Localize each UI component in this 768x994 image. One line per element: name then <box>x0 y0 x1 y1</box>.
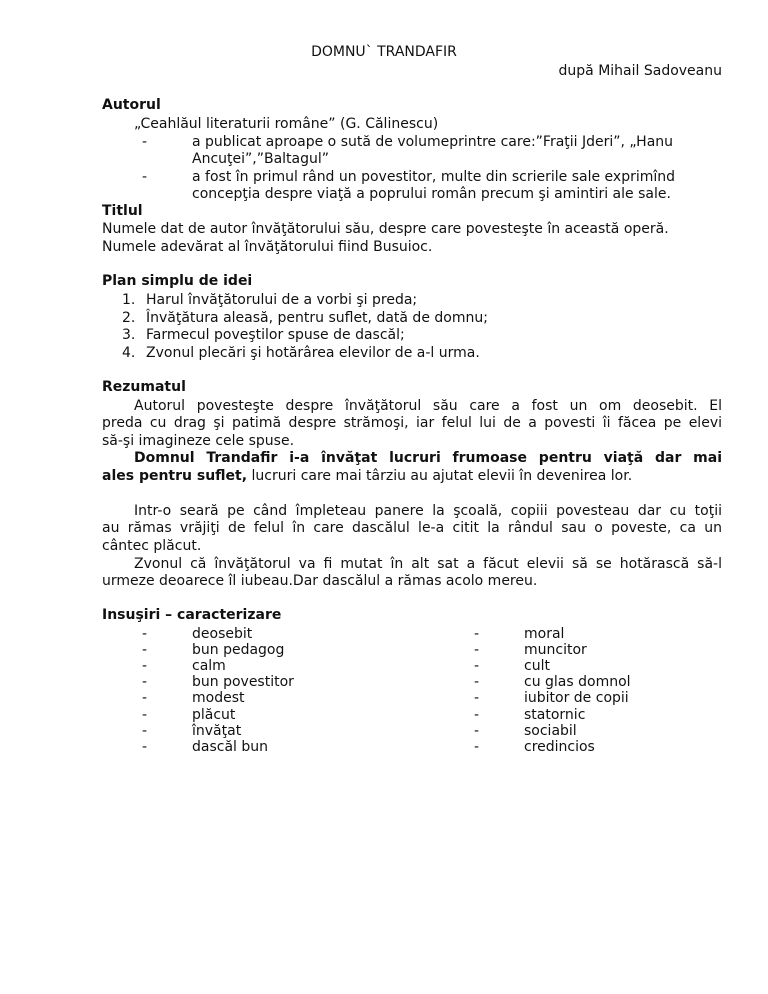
section-heading-autorul: Autorul <box>102 97 161 113</box>
bullet-dash: - <box>142 169 148 185</box>
document-subtitle: după Mihail Sadoveanu <box>558 63 722 79</box>
bullet-text-line: a publicat aproape o sută de volumeprintre care:”Fraţii Jderi”, „Hanu <box>192 134 674 150</box>
trait-text: iubitor de copii <box>524 690 629 706</box>
rezumat-line: preda cu drag şi patimă despre strămoşi, iar felul lui de a povesti îi făcea pe elevi <box>102 415 722 431</box>
trait-text: sociabil <box>524 723 577 739</box>
trait-dash: - <box>142 707 148 723</box>
trait-dash: - <box>142 658 148 674</box>
rezumat-line: Autorul povesteşte despre învăţătorul său care a fost un om deosebit. El <box>134 398 722 414</box>
trait-text: moral <box>524 626 565 642</box>
trait-dash: - <box>474 739 480 755</box>
trait-text: învăţat <box>192 723 242 739</box>
rezumat-bold-text: ales pentru suflet, <box>102 468 248 484</box>
plan-item-number: 3. <box>122 327 136 343</box>
trait-dash: - <box>142 723 148 739</box>
trait-text: dascăl bun <box>192 739 269 755</box>
titlul-line: Numele dat de autor învăţătorului său, despre care povesteşte în această operă. <box>102 221 669 237</box>
trait-dash: - <box>142 690 148 706</box>
rezumat-line: urmeze deoarece îl iubeau.Dar dascălul a rămas acolo mereu. <box>102 573 538 589</box>
trait-dash: - <box>142 739 148 755</box>
bullet-text-line: concepţia despre viaţă a poprului român precum şi amintiri ale sale. <box>192 186 671 202</box>
rezumat-line: au rămas vrăjiţi de felul în care dascălul le-a citit la rândul sau o poveste, ca un <box>102 520 722 536</box>
section-heading-plan: Plan simplu de idei <box>102 273 253 289</box>
plan-item-text: Învăţătura aleasă, pentru suflet, dată de domnu; <box>146 310 488 326</box>
plan-item-number: 2. <box>122 310 136 326</box>
trait-text: bun pedagog <box>192 642 285 658</box>
trait-text: deosebit <box>192 626 253 642</box>
bullet-text-line: a fost în primul rând un povestitor, multe din scrierile sale exprimînd <box>192 169 676 185</box>
trait-text: plăcut <box>192 707 236 723</box>
trait-text: cu glas domnol <box>524 674 631 690</box>
trait-dash: - <box>474 674 480 690</box>
rezumat-line: cântec plăcut. <box>102 538 202 554</box>
trait-dash: - <box>142 674 148 690</box>
trait-dash: - <box>474 723 480 739</box>
trait-dash: - <box>142 626 148 642</box>
trait-dash: - <box>142 642 148 658</box>
trait-text: modest <box>192 690 245 706</box>
plan-item-text: Farmecul poveştilor spuse de dascăl; <box>146 327 405 343</box>
titlul-line: Numele adevărat al învăţătorului fiind Busuioc. <box>102 239 433 255</box>
rezumat-text: lucruri care mai târziu au ajutat elevii în devenirea lor. <box>247 468 633 484</box>
plan-item-number: 4. <box>122 345 136 361</box>
trait-dash: - <box>474 642 480 658</box>
trait-dash: - <box>474 626 480 642</box>
trait-dash: - <box>474 690 480 706</box>
rezumat-line-mixed <box>102 467 632 485</box>
trait-text: statornic <box>524 707 586 723</box>
section-heading-titlul: Titlul <box>102 203 143 219</box>
trait-dash: - <box>474 707 480 723</box>
trait-text: bun povestitor <box>192 674 294 690</box>
rezumat-line: Intr-o seară pe când împleteau panere la şcoală, copiii povesteau dar cu toţii <box>134 503 722 519</box>
rezumat-line: Zvonul că învăţătorul va fi mutat în alt sat a făcut elevii să se hotărască să-l <box>134 556 722 572</box>
section-heading-insusiri: Insuşiri – caracterizare <box>102 607 282 623</box>
section-heading-rezumatul: Rezumatul <box>102 379 186 395</box>
document-title: DOMNU` TRANDAFIR <box>311 44 457 60</box>
autorul-quote: „Ceahlăul literaturii române” (G. Călinescu) <box>134 116 439 132</box>
rezumat-line: să-şi imagineze cele spuse. <box>102 433 295 449</box>
trait-text: credincios <box>524 739 595 755</box>
bullet-dash: - <box>142 134 148 150</box>
trait-text: cult <box>524 658 550 674</box>
trait-text: calm <box>192 658 226 674</box>
trait-text: muncitor <box>524 642 587 658</box>
trait-dash: - <box>474 658 480 674</box>
plan-item-text: Harul învăţătorului de a vorbi şi preda; <box>146 292 418 308</box>
plan-item-number: 1. <box>122 292 136 308</box>
plan-item-text: Zvonul plecări şi hotărârea elevilor de a-l urma. <box>146 345 480 361</box>
bullet-text-line: Ancuţei”,”Baltagul” <box>192 151 330 167</box>
rezumat-bold-line: Domnul Trandafir i-a învăţat lucruri frumoase pentru viaţă dar mai <box>134 450 722 466</box>
